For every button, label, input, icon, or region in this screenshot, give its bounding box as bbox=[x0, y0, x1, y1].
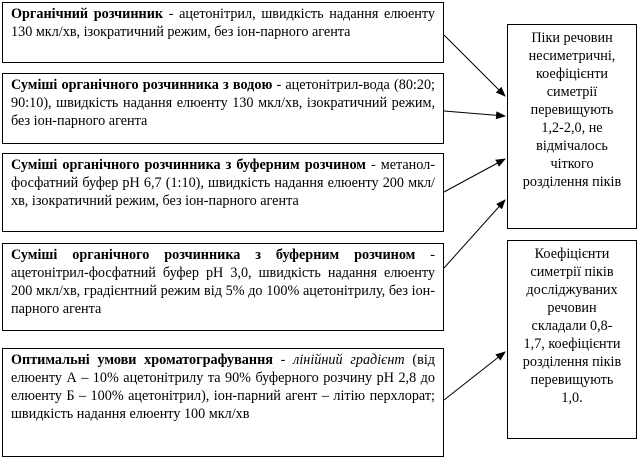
condition-box-optimal bbox=[2, 348, 444, 457]
condition-italic: лінійний градієнт bbox=[293, 352, 405, 368]
result-line: чіткого bbox=[550, 156, 594, 172]
arrow-box4-to-result1 bbox=[444, 200, 505, 268]
condition-text: - метанол-фосфатний буфер рН 6,7 (1:10), швидкість надання елюенту 200 мкл/хв, ізократичний режим, без іон-парного агента bbox=[11, 157, 435, 209]
result-line: досліджуваних bbox=[526, 282, 618, 298]
condition-text: - ацетонітрил-фосфатний буфер рН 3,0, швидкість надання елюенту 200 мкл/хв, градієнтний режим від 5% до 100% ацетонітрилу, без іон-парного агента bbox=[11, 247, 435, 317]
result-line: розділення піків bbox=[522, 174, 622, 190]
result-line: Піки речовин bbox=[531, 30, 613, 46]
result-line: розділення піків bbox=[522, 354, 622, 370]
result-box-optimal-separation bbox=[507, 240, 637, 439]
condition-title: Суміші органічного розчинника з буферним розчином bbox=[11, 157, 366, 173]
result-line: коефіцієнти bbox=[535, 66, 609, 82]
result-line: симетрії піків bbox=[530, 264, 614, 280]
result-line: Коефіцієнти bbox=[534, 246, 610, 262]
result-line: 1,2-2,0, не bbox=[541, 120, 603, 136]
condition-title: Суміші органічного розчинника з буферним розчином bbox=[11, 247, 416, 263]
condition-title: Суміші органічного розчинника з водою bbox=[11, 77, 273, 93]
condition-title: Оптимальні умови хроматографування bbox=[11, 352, 273, 368]
condition-separator: - bbox=[272, 352, 294, 368]
condition-box-organic-solvent bbox=[2, 2, 444, 63]
condition-box-solvent-buffer-ph30 bbox=[2, 243, 444, 331]
condition-text: - ацетонітрил, швидкість надання елюенту 130 мкл/хв, ізократичний режим, без іон-парного агента bbox=[11, 6, 435, 40]
result-line: перевищують bbox=[530, 372, 614, 388]
condition-box-solvent-buffer-ph67 bbox=[2, 153, 444, 232]
result-box-asymmetric-peaks bbox=[507, 24, 637, 229]
result-line: симетрії bbox=[546, 84, 598, 100]
condition-box-solvent-water bbox=[2, 73, 444, 144]
condition-text: - ацетонітрил-вода (80:20; 90:10), швидкість надання елюенту 130 мкл/хв, ізократичний режим, без іон-парного агента bbox=[11, 77, 435, 129]
result-line: перевищують bbox=[530, 102, 614, 118]
result-line: складали 0,8- bbox=[531, 318, 613, 334]
arrow-box1-to-result1 bbox=[444, 35, 505, 96]
condition-text: (від елюенту А – 10% ацетонітрилу та 90% буферного розчину рН 2,8 до елюенту Б – 100% ацетонітрил), іон-парний агент – літію перхлорат; швидкість надання елюенту 100 мкл/хв bbox=[11, 352, 435, 422]
arrow-box2-to-result1 bbox=[444, 111, 505, 116]
arrow-box5-to-result2 bbox=[444, 352, 505, 400]
result-line: речовин bbox=[547, 300, 597, 316]
result-line: відмічалось bbox=[536, 138, 608, 154]
arrow-box3-to-result1 bbox=[444, 159, 505, 192]
result-line: несиметричні, bbox=[528, 48, 616, 64]
condition-title: Органічний розчинник bbox=[11, 6, 164, 22]
result-line: 1,0. bbox=[561, 390, 583, 406]
result-line: 1,7, коефіцієнти bbox=[523, 336, 621, 352]
